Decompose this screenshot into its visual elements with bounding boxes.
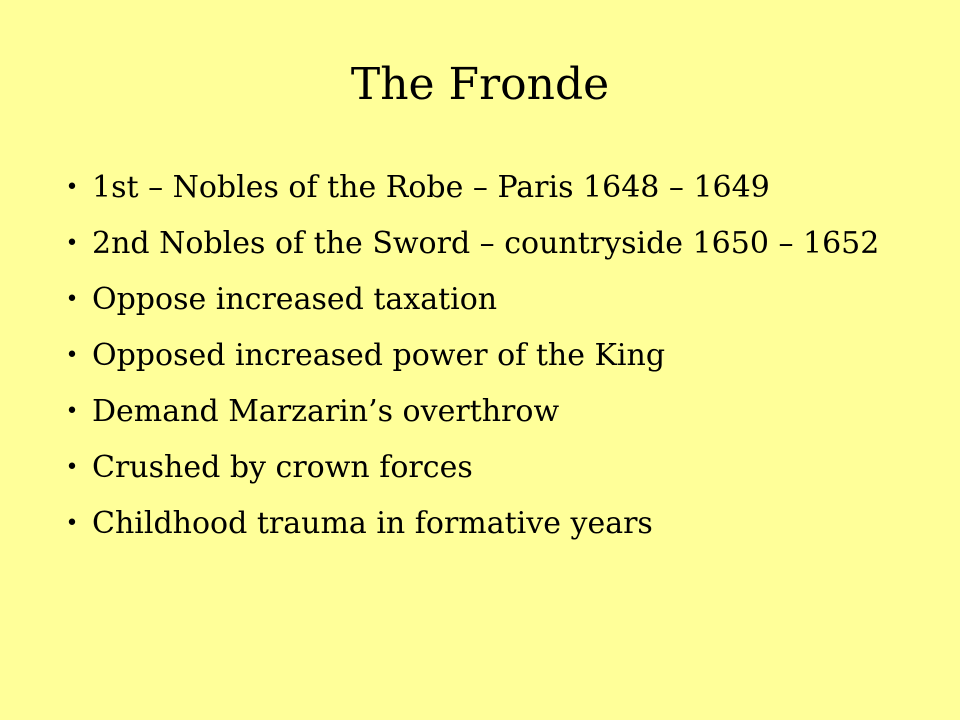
bullet-icon: • bbox=[65, 343, 79, 368]
bullet-item bbox=[60, 392, 910, 432]
bullet-item bbox=[60, 224, 910, 264]
bullet-icon: • bbox=[65, 231, 79, 256]
bullet-text: Childhood trauma in formative years bbox=[92, 506, 653, 541]
bullet-item bbox=[60, 168, 910, 208]
bullet-icon: • bbox=[65, 455, 79, 480]
slide-title: The Fronde bbox=[350, 59, 610, 110]
bullet-text: Demand Marzarin’s overthrow bbox=[92, 394, 560, 429]
bullet-icon: • bbox=[65, 287, 79, 312]
bullet-item bbox=[60, 336, 910, 376]
bullet-list bbox=[60, 168, 910, 560]
bullet-icon: • bbox=[65, 511, 79, 536]
bullet-item bbox=[60, 448, 910, 488]
bullet-text: Crushed by crown forces bbox=[92, 450, 473, 485]
bullet-icon: • bbox=[65, 175, 79, 200]
bullet-icon: • bbox=[65, 399, 79, 424]
bullet-item bbox=[60, 280, 910, 320]
bullet-text: Oppose increased taxation bbox=[92, 282, 498, 317]
bullet-text: 1st – Nobles of the Robe – Paris 1648 – 1649 bbox=[92, 170, 770, 205]
bullet-text: Opposed increased power of the King bbox=[92, 338, 666, 373]
bullet-text: 2nd Nobles of the Sword – countryside 1650 – 1652 bbox=[92, 226, 880, 261]
bullet-item bbox=[60, 504, 910, 544]
